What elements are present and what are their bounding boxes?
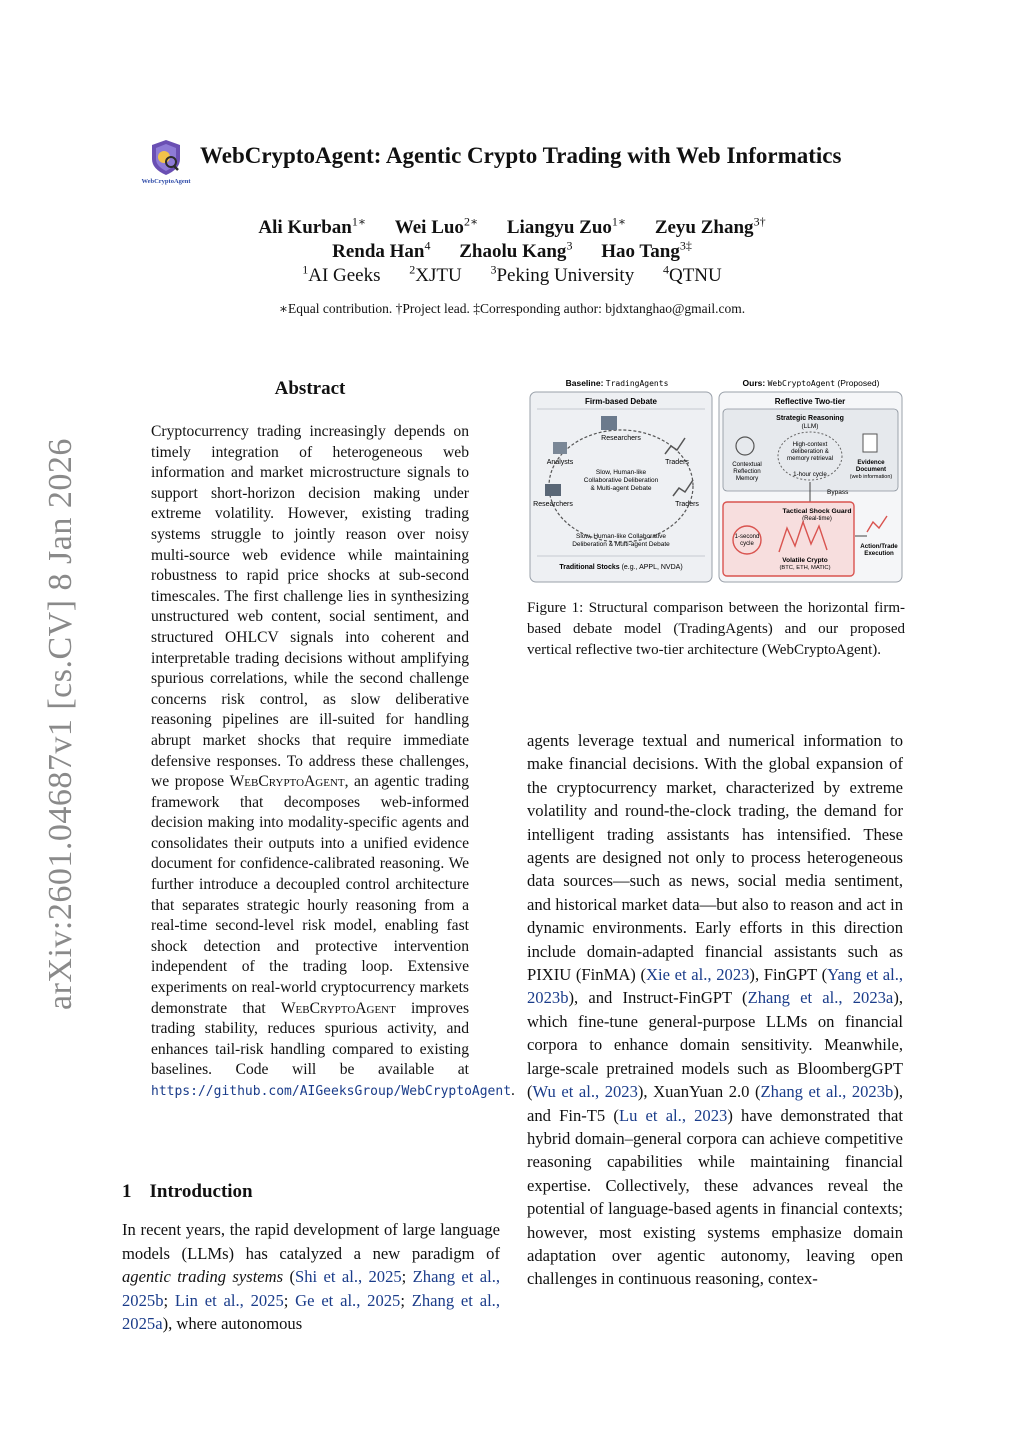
author: Ali Kurban$^{1∗}$	[258, 215, 367, 239]
traders-label: Traders	[665, 459, 689, 466]
baseline-header: Baseline: TradingAgents	[565, 378, 669, 388]
tactical-label: Tactical Shock Guard	[782, 508, 852, 515]
contextual-2: Reflection	[733, 468, 761, 475]
hour-cycle-label: 1-hour cycle	[793, 471, 827, 478]
citation-link[interactable]: Xie et al., 2023	[646, 965, 750, 985]
volatile-1: Volatile Crypto	[782, 557, 828, 564]
affiliation: $^1$AI Geeks	[302, 263, 381, 287]
abstract-heading: Abstract	[274, 378, 346, 399]
abstract-body: Cryptocurrency trading increasingly depends on timely integration of heterogeneous web information and market microstructure signals to support short-horizon decision making under extreme volatility. However, existing trading systems struggle to jointly reason over noisy multi-source web evidence while maintaining robustness to rapid price shocks at sub-second timescales. The first challenge lies in synthesizing unstructured web content, social sentiment, and structured OHLCV signals into coherent and interpretable trading decisions without amplifying spurious correlations, while the second challenge concerns risk control, as slow deliberative reasoning pipelines are ill-suited for handling abrupt market shocks that require immediate defensive responses. To address these challenges, we propose WebCryptoAgent, an agentic trading framework that decomposes web-informed decision making into modality-specific agents and consolidates their outputs into a unified evidence document for confidence-calibrated reasoning. We further introduce a decoupled control architecture that separates strategic hourly reasoning from a real-time second-level risk model, enabling fast shock detection and protective intervention independent of the trading loop. Extensive experiments on real-world cryptocurrency markets demonstrate that WebCryptoAgent improves trading stability, reduces spurious activity, and enhances tail-risk handling compared to existing baselines. Code will be available at https://github.com/AIGeeksGroup/WebCryptoAgent.	[151, 423, 515, 1099]
contextual-3: Memory	[735, 475, 759, 482]
bottom-text-2: Deliberation & Multi-agent Debate	[572, 541, 670, 548]
author-note: ∗Equal contribution. †Project lead. ‡Corresponding author: bjdxtanghao@gmail.com.	[278, 301, 746, 316]
action-2: Execution	[864, 550, 894, 557]
strategic-label: Strategic Reasoning	[776, 415, 844, 422]
author-row-2	[150, 239, 874, 263]
volatile-2: (BTC, ETH, MATIC)	[779, 565, 831, 571]
citation-link[interactable]: Zhang et al., 2025b	[122, 1267, 500, 1310]
author: Wei Luo$^{2∗}$	[394, 215, 479, 239]
traditional-stocks-label: Traditional Stocks (e.g., APPL, NVDA)	[559, 564, 683, 571]
right-panel-title: Reflective Two-tier	[774, 397, 846, 406]
contextual-1: Contextual	[732, 461, 762, 468]
logo-text: WebCryptoAgent	[141, 178, 191, 185]
center-text-2: Collaborative Deliberation	[583, 477, 659, 484]
tactical-sub: (Real-time)	[802, 516, 832, 522]
author: Zhaolu Kang$^3$	[459, 239, 573, 263]
center-text-3: & Multi-agent Debate	[590, 485, 652, 492]
method-name: WebCryptoAgent	[229, 773, 345, 791]
researchers-2-icon	[545, 484, 561, 496]
center-text-1: Slow, Human-like	[595, 469, 647, 476]
citation-link[interactable]: Lu et al., 2023	[618, 1105, 728, 1125]
analysts-label: Analysts	[546, 459, 574, 466]
evidence-2: Document	[855, 466, 887, 473]
researchers-icon	[601, 416, 617, 430]
paper-title: WebCryptoAgent: Agentic Crypto Trading with Web Informatics	[200, 143, 842, 168]
author: Hao Tang$^{3\ddagger}$	[601, 239, 692, 263]
citation-link[interactable]: Ge et al., 2025	[295, 1290, 401, 1310]
ours-header: Ours: WebCryptoAgent (Proposed)	[742, 378, 880, 388]
section-heading: 1 Introduction	[122, 1181, 253, 1202]
intro-paragraph: In recent years, the rapid development of large language models (LLMs) has catalyzed a new paradigm of agentic trading systems (Shi et al., 2025; Zhang et al., 2025b; Lin et al., 2025; Ge et al., 2025; Zhang et al., 2025a), where autonomous	[122, 1220, 500, 1333]
affiliation: $^3$Peking University	[490, 263, 635, 287]
high-context-1: High-context	[792, 441, 828, 448]
affiliation: $^2$XJTU	[409, 263, 462, 287]
title-row	[136, 137, 896, 187]
high-context-2: deliberation &	[791, 448, 829, 455]
figure-caption: Figure 1: Structural comparison between the horizontal firm-based debate model (TradingAgents) and our proposed vertical reflective two-tier architecture (WebCryptoAgent).	[527, 600, 905, 658]
citation-link[interactable]: Zhang et al., 2025a	[122, 1290, 500, 1333]
affiliations	[150, 263, 874, 287]
webcryptoagent-logo	[136, 137, 196, 185]
citation-link[interactable]: Zhang et al., 2023b	[760, 1082, 894, 1102]
affiliation: $^4$QTNU	[662, 263, 722, 287]
evidence-3: (web information)	[849, 474, 893, 480]
author: Renda Han$^4$	[332, 239, 431, 263]
researchers-2-label: Researchers	[533, 501, 573, 508]
author-row-1	[150, 215, 874, 239]
bottom-text-1: Slow, Human-like Collaborative	[576, 533, 666, 540]
high-context-3: memory retrieval	[786, 455, 834, 462]
document-icon	[863, 434, 877, 452]
researchers-label: Researchers	[601, 435, 641, 442]
intro-paragraph-continued: agents leverage textual and numerical information to make financial decisions. With the global expansion of the cryptocurrency market, characterized by extreme volatility and round-the-clock trading, the demand for intelligent trading assistants has intensified. These agents are designed not only to process heterogeneous data sources—such as news, social media sentiment, and historical market data—but also to reason and act in dynamic environments. Early efforts in this direction include domain-adapted financial assistants such as PIXIU (FinMA) (Xie et al., 2023), FinGPT (Yang et al., 2023b), and Instruct-FinGPT (Zhang et al., 2023a), which fine-tune general-purpose LLMs on financial corpora to enhance domain sensitivity. Meanwhile, large-scale pretrained models such as BloombergGPT (Wu et al., 2023), XuanYuan 2.0 (Zhang et al., 2023b), and Fin-T5 (Lu et al., 2023) have demonstrated that hybrid domain–general corpora can achieve competitive reasoning capabilities while maintaining financial expertise. Collectively, these advances reveal the potential of language-based agents in financial contexts; however, most existing systems emphasize domain adaptation over agentic autonomy, leaving open challenges in continuous reasoning, contex-	[527, 731, 903, 1289]
method-name: WebCryptoAgent	[280, 999, 396, 1017]
traders-2-label: Traders	[675, 501, 699, 508]
citation-link[interactable]: Shi et al., 2025	[295, 1267, 402, 1286]
second-cycle-1: 1-second	[734, 534, 760, 540]
citation-link[interactable]: Zhang et al., 2023a	[747, 988, 894, 1008]
author: Liangyu Zuo$^{1∗}$	[506, 215, 627, 239]
arxiv-identifier: arXiv:2601.04687v1 [cs.CV] 8 Jan 2026	[42, 438, 79, 1010]
action-1: Action/Trade	[860, 543, 898, 550]
author: Zeyu Zhang$^{3\dagger}$	[654, 215, 766, 239]
left-panel-title: Firm-based Debate	[584, 397, 658, 406]
strategic-sub: (LLM)	[801, 423, 819, 430]
evidence-1: Evidence	[857, 459, 885, 466]
citation-link[interactable]: Yang et al., 2023b	[527, 965, 903, 1008]
citation-link[interactable]: Wu et al., 2023	[532, 1082, 638, 1102]
figure-1	[527, 376, 905, 586]
figure-diagram	[527, 376, 905, 586]
second-cycle-2: cycle	[740, 541, 754, 547]
bypass-label: Bypass	[827, 489, 849, 496]
code-link[interactable]: https://github.com/AIGeeksGroup/WebCryptoAgent	[151, 1084, 512, 1099]
citation-link[interactable]: Lin et al., 2025	[174, 1290, 284, 1310]
analysts-icon	[553, 442, 567, 454]
